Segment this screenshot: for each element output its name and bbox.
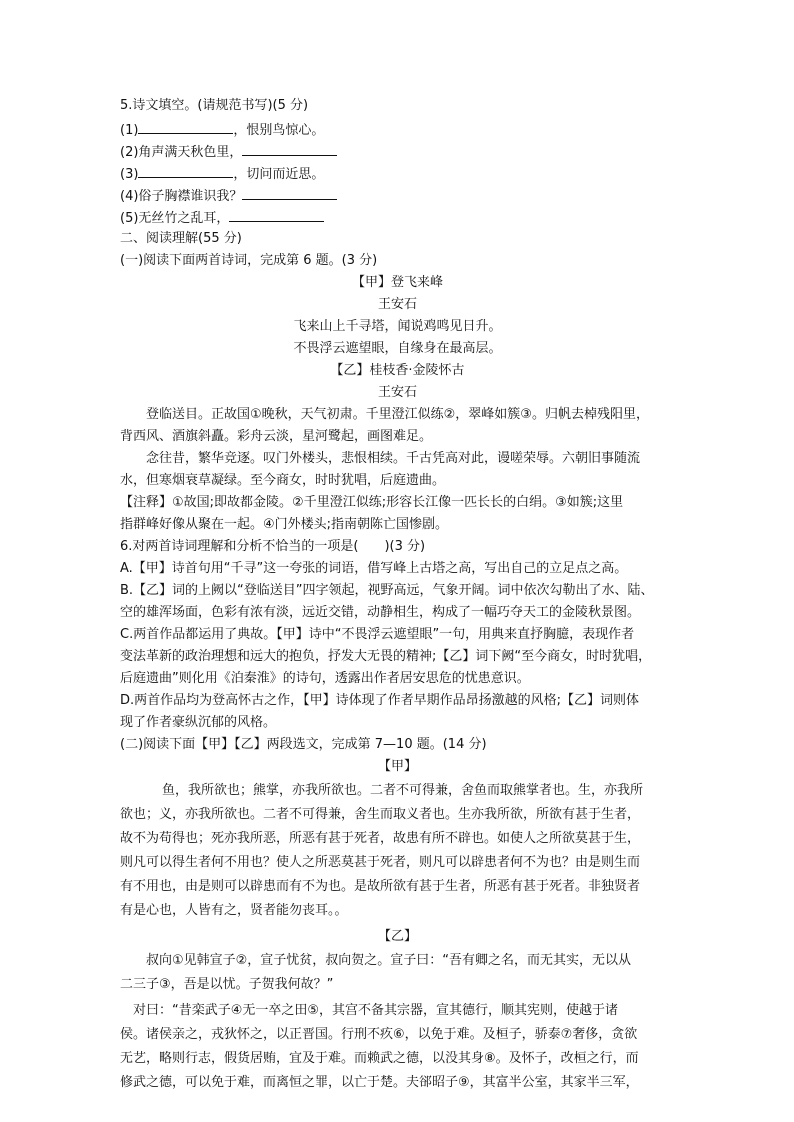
poem-b-line-3: 念往昔，繁华竞逐。叹门外楼头，悲恨相续。千古凭高对此，谩嗟荣辱。六朝旧事随流 — [146, 451, 641, 466]
q6-option-b-1: B.【乙】词的上阙以“登临送目”四字领起，视野高远，气象开阔。词中依次勾勒出了水、陆、 — [120, 583, 654, 598]
text-a-line-6: 有是心也，人皆有之，贤者能勿丧耳。。 — [120, 903, 348, 918]
text-a-line-3: 故不为苟得也；死亦我所恶，所恶有甚于死者，故患有所不辟也。如使人之所欲莫甚于生， — [120, 831, 641, 846]
poem-a-line-2: 不畏浮云遮望眼，自缘身在最高层。 — [293, 341, 502, 356]
text-b-line-3: 对曰：“昔栾武子④无一卒之田⑤，其宫不备其宗器，宣其德行，顺其宪则，使越于诸 — [133, 1003, 619, 1018]
poem-b-line-1: 登临送目。正故国①晚秋，天气初肃。千里澄江似练②，翠峰如簇③。归帆去棹残阳里， — [146, 407, 649, 422]
poem-b-note-1: 【注释】①故国;即故都金陵。②千里澄江似练;形容长江像一匹长长的白绢。③如簇;这里 — [120, 495, 624, 510]
q5-item-1 — [120, 120, 324, 140]
q5-item-5-prefix: (5)无丝竹之乱耳， — [120, 211, 230, 226]
text-a-line-5: 有不用也，由是则可以辟患而有不为也。是故所欲有甚于生者，所恶有甚于死者。非独贤者 — [120, 879, 641, 894]
poem-b-line-4: 水，但寒烟衰草凝绿。至今商女，时时犹唱，后庭遗曲。 — [120, 473, 446, 488]
q5-item-1-prefix: (1) — [120, 123, 139, 138]
q5-blank-4[interactable] — [242, 186, 337, 200]
text-a-title: 【甲】 — [377, 759, 417, 774]
q5-item-3-prefix: (3) — [120, 167, 139, 182]
q6-option-b-2: 空的雄浑场面，色彩有浓有淡，远近交错，动静相生，构成了一幅巧夺天工的金陵秋景图。 — [120, 605, 641, 620]
q5-item-3-suffix: ，切问而近思。 — [233, 167, 325, 182]
q6-option-c-2: 变法革新的政治理想和远大的抱负，抒发大无畏的精神;【乙】词下阙“至今商女，时时犹唱， — [120, 649, 652, 664]
text-b-line-4: 侯。诸侯亲之，戎狄怀之，以正晋国。行刑不疚⑥，以免于难。及桓子，骄泰⑦奢侈，贪欲 — [120, 1027, 638, 1042]
part1-intro: (一)阅读下面两首诗词，完成第 6 题。(3 分) — [120, 253, 378, 268]
text-b-line-2: 二三子③，吾是以忧。子贺我何故？” — [120, 977, 334, 992]
text-b-title: 【乙】 — [377, 929, 417, 944]
q5-item-4-prefix: (4)俗子胸襟谁识我？ — [120, 189, 243, 204]
q5-item-2-prefix: (2)角声满天秋色里， — [120, 145, 243, 160]
q5-title: 5.诗文填空。(请规范书写)(5 分) — [120, 98, 309, 113]
poem-a-title: 【甲】登飞来峰 — [351, 275, 443, 290]
poem-b-title: 【乙】桂枝香·金陵怀古 — [330, 363, 465, 378]
q5-item-3 — [120, 164, 324, 184]
q5-blank-2[interactable] — [242, 142, 337, 156]
q6-option-a: A.【甲】诗首句用“千寻”这一夸张的词语，借写峰上古塔之高，写出自己的立足点之高。 — [120, 561, 628, 576]
text-b-line-6: 修武之德，可以免于难，而离恒之罪，以亡于楚。夫郤昭子⑨，其富半公室，其家半三军， — [120, 1075, 639, 1090]
q5-blank-5[interactable] — [229, 208, 324, 222]
text-b-line-5: 无艺，略则行志，假货居贿，宜及于难。而赖武之德，以没其身⑧。及怀子，改桓之行，而 — [120, 1051, 639, 1066]
q6-option-d-1: D.两首作品均为登高怀古之作，【甲】诗体现了作者早期作品昂扬激越的风格;【乙】词则体 — [120, 693, 640, 708]
poem-b-author: 王安石 — [377, 385, 417, 400]
poem-a-line-1: 飞来山上千寻塔，闻说鸡鸣见日升。 — [293, 319, 502, 334]
q5-item-4 — [120, 186, 337, 206]
text-a-line-4: 则凡可以得生者何不用也？使人之所恶莫甚于死者，则凡可以辟患者何不为也？由是则生而 — [120, 855, 641, 870]
q6-option-c-1: C.两首作品都运用了典故。【甲】诗中“不畏浮云遮望眼”一句，用典来直抒胸臆，表现作者 — [120, 627, 635, 642]
text-b-line-1: 叔向①见韩宣子②，宣子忧贫，叔向贺之。宣子曰：“吾有卿之名，而无其实，无以从 — [146, 953, 632, 968]
poem-b-note-2: 指群峰好像从聚在一起。④门外楼头;指南朝陈亡国惨剧。 — [120, 517, 449, 532]
q5-item-5 — [120, 208, 324, 228]
q5-item-2 — [120, 142, 337, 162]
q5-blank-3[interactable] — [138, 164, 233, 178]
q6-option-c-3: 后庭遗曲”则化用《泊秦淮》的诗句，透露出作者居安思危的忧患意识。 — [120, 671, 530, 686]
q5-blank-1[interactable] — [138, 120, 233, 134]
poem-a-author: 王安石 — [377, 297, 417, 312]
q6-option-d-2: 现了作者豪纵沉郁的风格。 — [120, 715, 277, 730]
poem-b-line-2: 背西风、酒旗斜矗。彩舟云淡，星河鹭起，画图难足。 — [120, 429, 433, 444]
text-a-line-2: 欲也；义，亦我所欲也。二者不可得兼，舍生而取义者也。生亦我所欲，所欲有甚于生者， — [120, 807, 641, 822]
q5-item-1-suffix: ，恨别鸟惊心。 — [233, 123, 325, 138]
section2-title: 二、阅读理解(55 分) — [120, 231, 242, 246]
part2-intro: (二)阅读下面【甲】【乙】两段选文，完成第 7—10 题。(14 分) — [120, 737, 487, 752]
text-a-line-1: 鱼，我所欲也；熊掌，亦我所欲也。二者不可得兼，舍鱼而取熊掌者也。生，亦我所 — [162, 783, 644, 798]
q6-stem: 6.对两首诗词理解和分析不恰当的一项是( )(3 分) — [120, 539, 426, 554]
